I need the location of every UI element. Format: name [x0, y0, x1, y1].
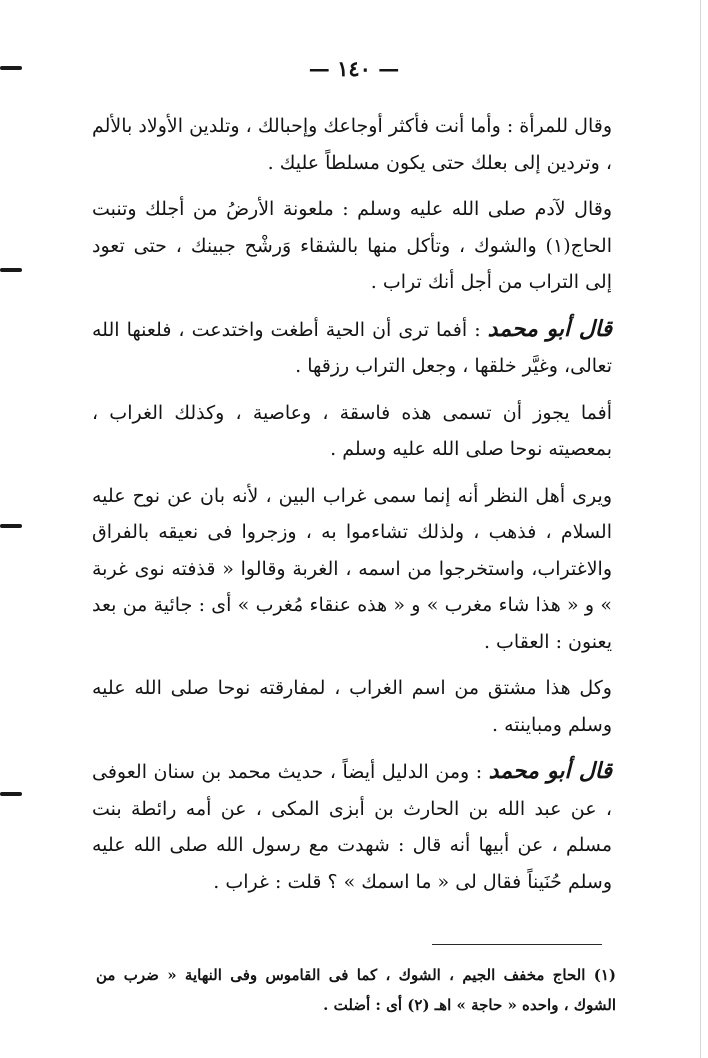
paragraph	[92, 395, 612, 468]
paragraph-text: : أفما ترى أن الحية أطغت واختدعت ، فلعنها الله تعالى، وغيَّر خلقها ، وجعل التراب رزقها .	[92, 318, 612, 377]
margin-mark	[0, 792, 22, 796]
paragraph	[92, 311, 612, 385]
paragraph-text: أفما يجوز أن تسمى هذه فاسقة ، وعاصية ، وكذلك الغراب ، بمعصيته نوحا صلى الله عليه وسلم .	[92, 401, 612, 460]
footnote-separator	[432, 944, 602, 945]
paragraph-text: وكل هذا مشتق من اسم الغراب ، لمفارقته نوحا صلى الله عليه وسلم ومباينته .	[92, 677, 612, 736]
paragraph	[92, 670, 612, 743]
section-heading: قال أبو محمد	[487, 315, 613, 342]
paragraph-text: : ومن الدليل أيضاً ، حديث محمد بن سنان العوفى ، عن عبد الله بن الحارث بن أبزى المكى ، عن أمه رائطة بنت مسلم ، عن أبيها أنه قال : شهدت مع رسول الله صلى الله عليه وسلم حُنَيناً فقال لى « ما اسمك » ؟ قلت : غراب .	[92, 761, 612, 893]
section-heading: قال أبو محمد	[488, 758, 612, 784]
paragraph	[92, 753, 612, 900]
paragraph-text: ويرى أهل النظر أنه إنما سمى غراب البين ، لأنه بان عن نوح عليه السلام ، فذهب ، ولذلك تشاءموا به ، وزجروا فى نعيقه بالفراق والاغتراب، واستخرجوا من اسمه ، الغربة وقالوا « قذفته نوى غربة » و « هذا شاء مغرب » و « هذه عنقاء مُغرب » أى : جائية من بعد يعنون : العقاب .	[92, 484, 612, 653]
margin-mark	[0, 524, 22, 528]
paragraph	[92, 191, 612, 301]
footnotes	[96, 960, 616, 1020]
paragraph	[92, 108, 612, 181]
paragraph-text: وقال للمرأة : وأما أنت فأكثر أوجاعك وإحبالك ، وتلدين الأولاد بالألم ، وتردين إلى بعلك حتى يكون مسلطاً عليك .	[92, 115, 612, 174]
page-edge	[700, 0, 701, 1058]
page-number: — ١٤٠ —	[308, 56, 400, 81]
paragraph-text: وقال لآدم صلى الله عليه وسلم : ملعونة الأرضُ من أجلك وتنبت الحاج(١) والشوك ، وتأكل منها بالشقاء وَرشْح جبينك ، حتى تعود إلى التراب من أجل أنك تراب .	[92, 198, 612, 293]
margin-mark	[0, 268, 22, 272]
paragraph	[92, 478, 612, 661]
main-text	[92, 108, 612, 910]
footnote: (١) الحاج مخفف الجيم ، الشوك ، كما فى القاموس وفى النهاية « ضرب من الشوك ، واحده « حاجة » اهـ (٢) أى : أضلت .	[96, 966, 616, 1014]
